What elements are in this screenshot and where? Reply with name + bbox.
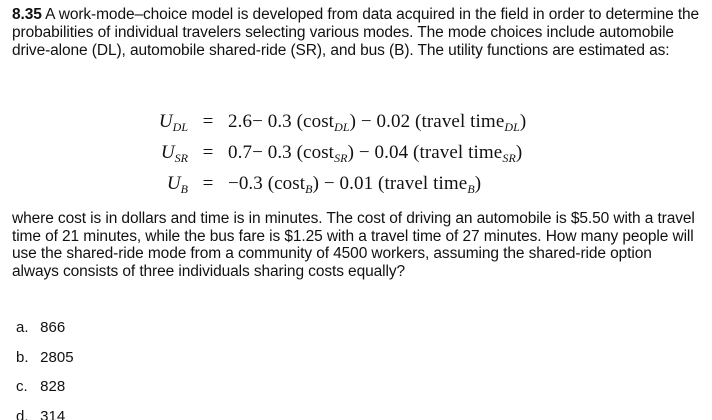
- option-letter: c.: [16, 378, 28, 395]
- option-value: 828: [40, 378, 66, 395]
- equation-rhs: −0.3 (cost$_B$) − 0.01 (travel time$_B$): [228, 173, 482, 196]
- equation-b: [130, 168, 526, 199]
- equals-sign: =: [202, 111, 214, 132]
- option-value: 866: [40, 319, 66, 336]
- equation-rhs: 0.7− 0.3 (cost$_{SR}$) − 0.04 (travel time$_{SR}$): [228, 142, 523, 165]
- equation-lhs: $U_B$: [166, 173, 188, 196]
- option-letter: a.: [16, 319, 29, 336]
- equation-dl: [130, 106, 526, 137]
- equation-lhs: $U_{DL}$: [158, 111, 188, 134]
- problem-intro: A work-mode–choice model is developed from data acquired in the field in order to determine the probabilities of individual travelers selecting various modes. The mode choices include automobile drive-alone (DL), automobile shared-ride (SR), and bus (B). The utility functions are estimated as:: [12, 6, 700, 59]
- option-a[interactable]: [16, 313, 74, 343]
- option-value: 314: [40, 407, 66, 420]
- option-letter: b.: [16, 348, 29, 366]
- option-c[interactable]: [16, 372, 74, 402]
- equation-rhs: 2.6− 0.3 (cost$_{DL}$) − 0.02 (travel time$_{DL}$): [228, 111, 527, 134]
- equation-sr: [130, 137, 526, 168]
- option-d[interactable]: [16, 402, 74, 420]
- option-value: 2805: [40, 348, 74, 366]
- utility-equations: [130, 106, 526, 199]
- equation-lhs: $U_{SR}$: [160, 142, 188, 165]
- equals-sign: =: [202, 142, 214, 163]
- question-text: where cost is in dollars and time is in minutes. The cost of driving an automobile is $5.50 with a travel time of 21 minutes, while the bus fare is $1.25 with a travel time of 27 minutes. How many people will use the shared-ride mode from a community of 4500 workers, assuming the shared-ride option always consists of three individuals sharing costs equally?: [12, 210, 695, 280]
- problem-number: 8.35: [12, 6, 42, 23]
- option-b[interactable]: [16, 343, 74, 373]
- problem-statement: [12, 6, 702, 60]
- answer-options: [16, 313, 74, 420]
- option-letter: d.: [16, 407, 29, 420]
- equals-sign: =: [202, 173, 214, 194]
